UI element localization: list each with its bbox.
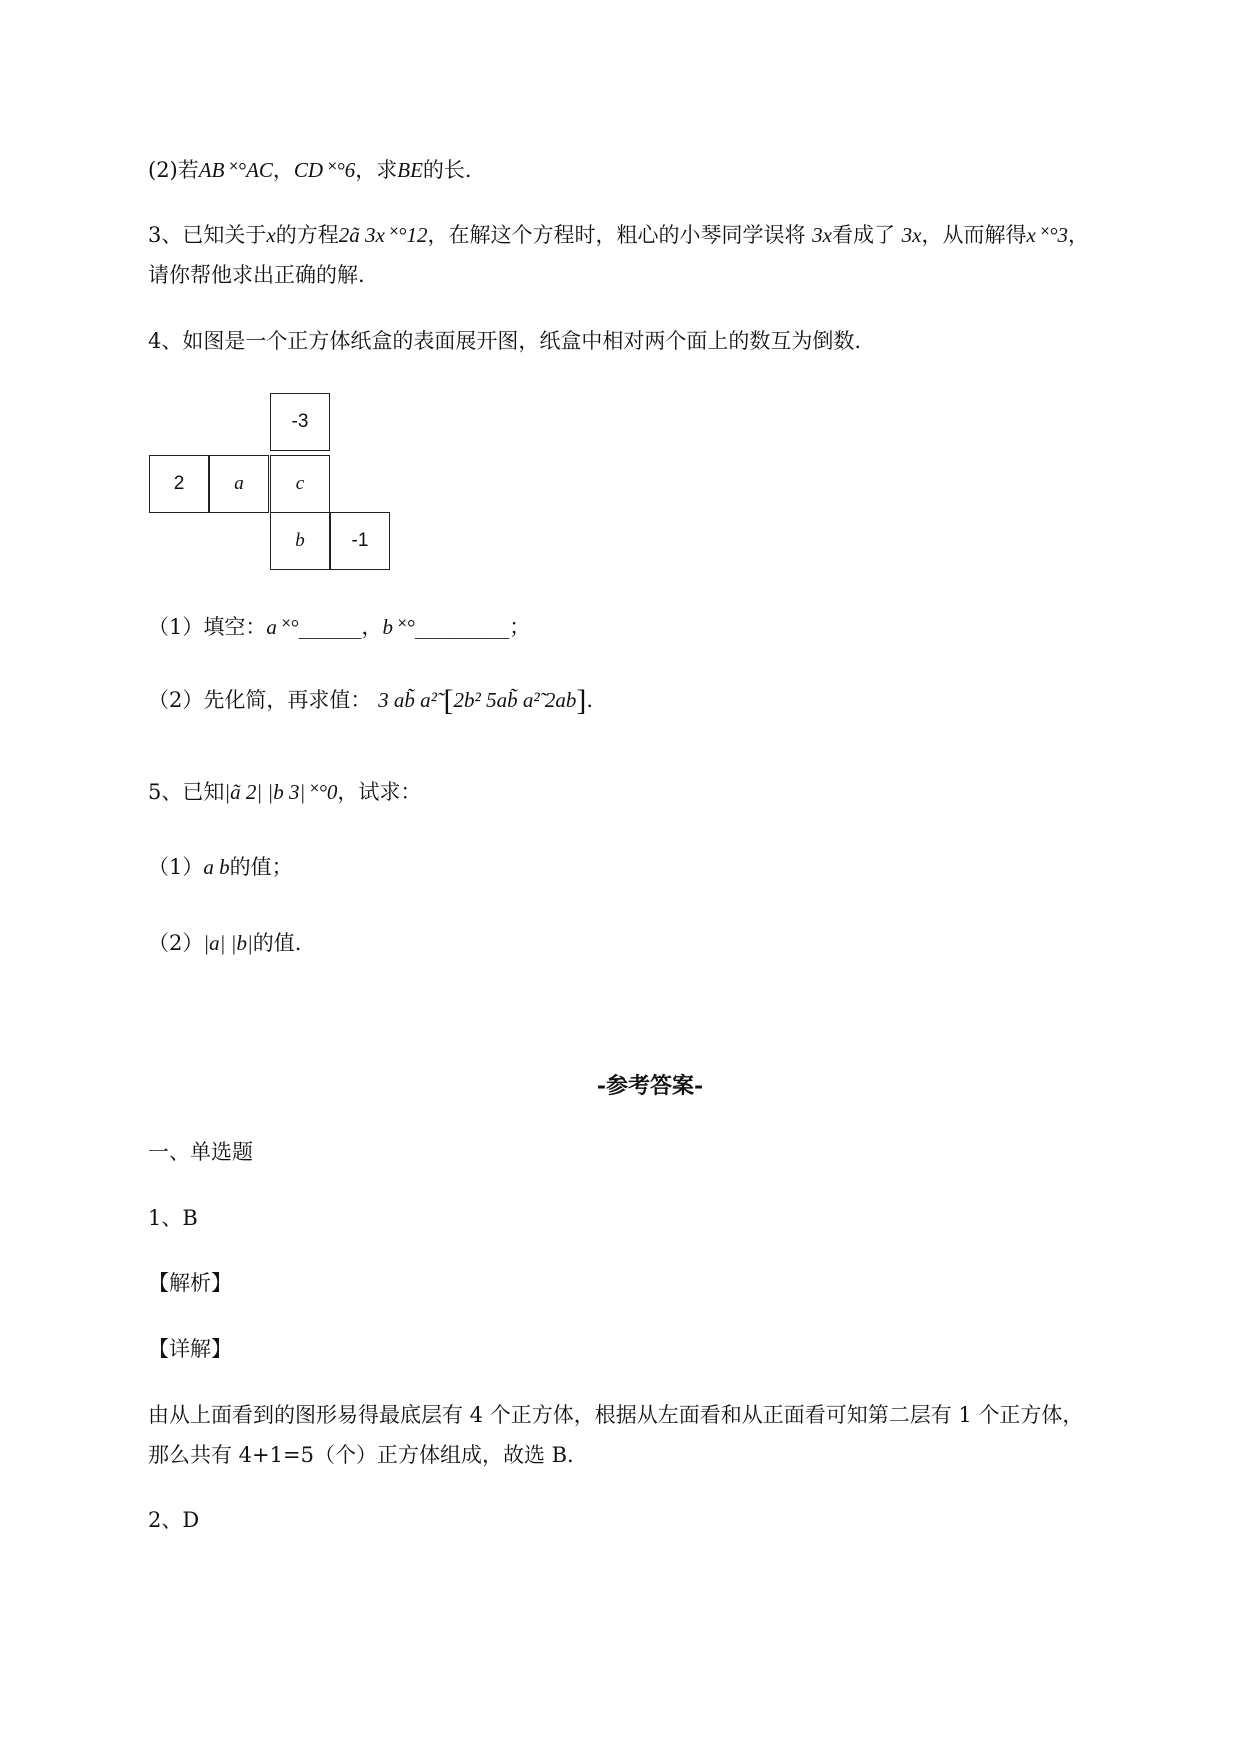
analysis-label: 【解析】 [148,1271,232,1295]
net-cell-bottom: b [270,512,330,570]
blank-a: ______ [298,615,362,639]
q5-text: 5、已知|ã 2| |b 3| ˟°0，试求： [148,780,422,804]
math-expression-1: 3 ab̃ a²̃ [378,688,437,712]
math-equation: 2ã 3x ˟°12 [338,223,428,247]
q5-part2: （2）|a| |b|的值. [148,931,302,955]
math-ab-ac: AB ˟°AC [198,158,273,182]
net-cell-bottom-right: -1 [330,512,390,570]
answer-1: 1、B [148,1206,198,1230]
math-cd: CD ˟°6 [293,158,356,182]
explanation-line-2: 那么共有 4+1=5（个）正方体组成，故选 B. [148,1443,574,1467]
q3-line1: 3、已知关于x的方程2ã 3x ˟°12，在解这个方程时，粗心的小琴同学误将 3x看成了 3x，从而解得x ˟°3， [148,223,1089,247]
section-single-choice: 一、单选题 [148,1140,253,1164]
math-expression-2: 2b² 5ab̃ a²̃ 2ab [453,688,577,712]
q4-part1: （1）填空：a ˟°______，b ˟°_________； [148,615,531,639]
cube-net-figure [149,393,399,573]
answers-heading: -参考答案- [596,1073,704,1099]
net-cell-top: -3 [270,393,330,451]
right-bracket: ] [576,684,587,717]
answer-2: 2、D [148,1508,200,1532]
q2-part2: (2)若AB ˟°AC，CD ˟°6，求BE的长. [148,158,472,182]
net-cell-center: c [270,455,330,513]
explanation-line-1: 由从上面看到的图形易得最底层有 4 个正方体，根据从左面看和从正面看可知第二层有 1 个正方体， [148,1403,1084,1427]
q3-line2: 请你帮他求出正确的解. [148,263,365,287]
math-be: BE [397,158,423,182]
q5-part1: （1）a b的值； [148,855,293,879]
left-bracket: [ [443,684,454,717]
q4-text: 4、如图是一个正方体纸盒的表面展开图，纸盒中相对两个面上的数互为倒数. [148,329,862,353]
blank-b: _________ [414,615,510,639]
net-cell-left1: 2 [149,455,209,513]
math-abs-equation: |ã 2| |b 3| ˟°0 [224,780,338,804]
detail-label: 【详解】 [148,1337,232,1361]
q4-part2: （2）先化简，再求值： 3 ab̃ a²̃ [2b² 5ab̃ a²̃ 2ab]. [148,684,594,717]
net-cell-left2: a [209,455,269,513]
